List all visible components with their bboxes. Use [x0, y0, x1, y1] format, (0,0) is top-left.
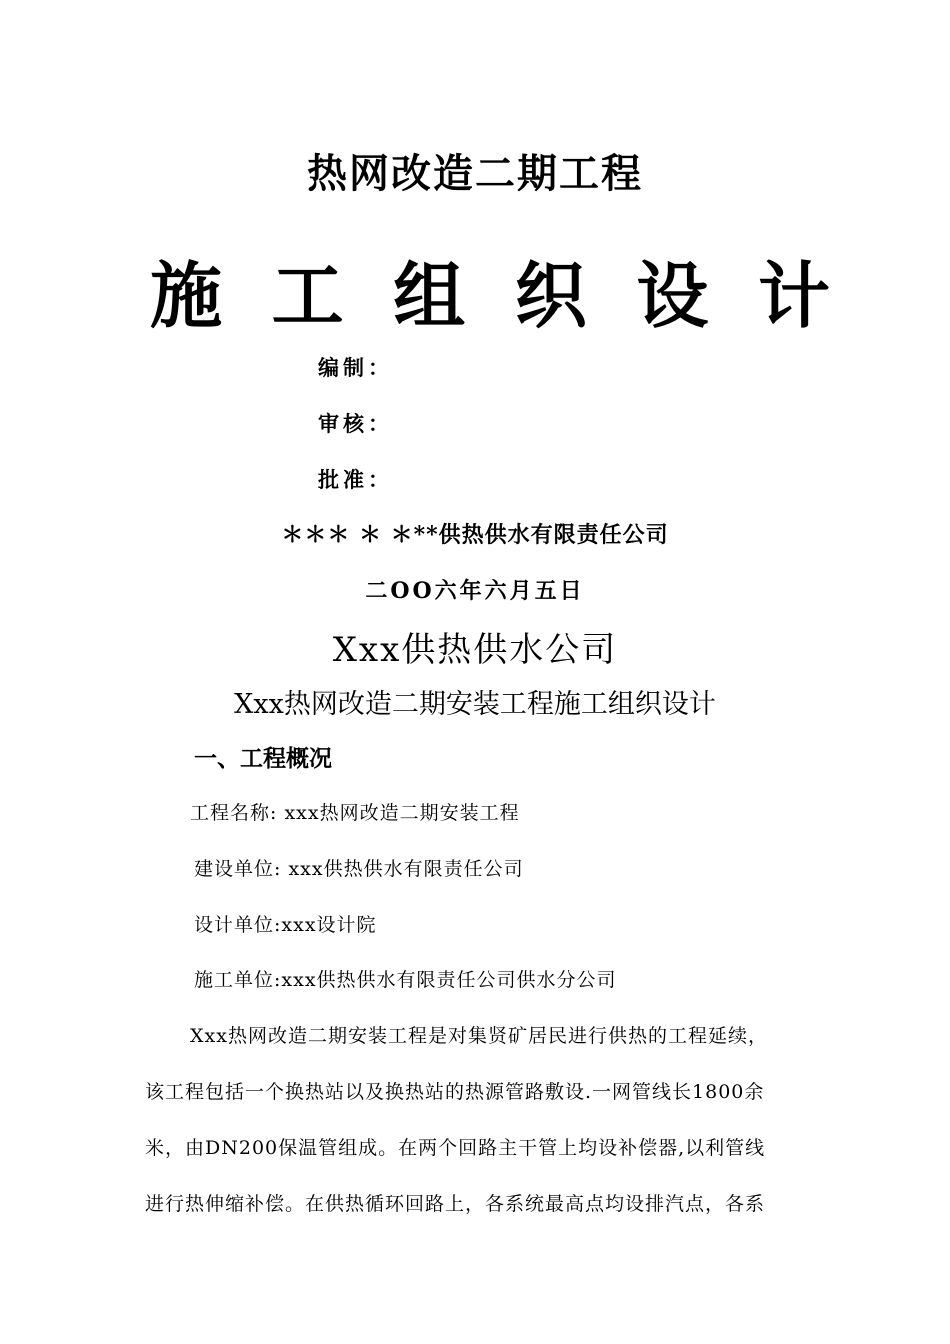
construction-unit-line: 建设单位: xxx供热供水有限责任公司 — [194, 858, 524, 880]
main-title-char: 工 — [271, 253, 344, 338]
main-title — [150, 238, 830, 342]
design-unit-line: 设计单位:xxx设计院 — [194, 914, 377, 936]
approved-by-label: 批准： — [318, 467, 393, 492]
main-title-char: 计 — [757, 253, 830, 338]
company-name: Xxx供热供水公司 — [332, 630, 618, 670]
project-name-line: 工程名称: xxx热网改造二期安装工程 — [190, 802, 520, 824]
paragraph-line: 该工程包括一个换热站以及换热站的热源管路敷设.一网管线长1800余 — [145, 1081, 765, 1103]
document-title: Xxx热网改造二期安装工程施工组织设计 — [234, 689, 716, 720]
company-line: ＊＊＊ ＊ ＊**供热供水有限责任公司 — [281, 522, 669, 548]
builder-unit-line: 施工单位:xxx供热供水有限责任公司供水分公司 — [194, 969, 617, 991]
main-title-char: 织 — [514, 253, 587, 338]
reviewed-by-label: 审核： — [318, 411, 393, 436]
section-heading: 一、工程概况 — [194, 746, 332, 772]
date-line: 二OO六年六月五日 — [365, 578, 585, 604]
main-title-char: 组 — [393, 253, 466, 338]
compiled-by-label: 编制： — [318, 355, 393, 380]
paragraph-line: 进行热伸缩补偿。在供热循环回路上，各系统最高点均设排汽点，各系 — [145, 1193, 766, 1215]
main-title-char: 施 — [150, 253, 223, 338]
paragraph-line: Xxx热网改造二期安装工程是对集贤矿居民进行供热的工程延续， — [190, 1025, 768, 1047]
main-title-char: 设 — [636, 253, 709, 338]
paragraph-line: 米，由DN200保温管组成。在两个回路主干管上均设补偿器,以利管线 — [145, 1137, 766, 1159]
project-title: 热网改造二期工程 — [307, 150, 643, 197]
